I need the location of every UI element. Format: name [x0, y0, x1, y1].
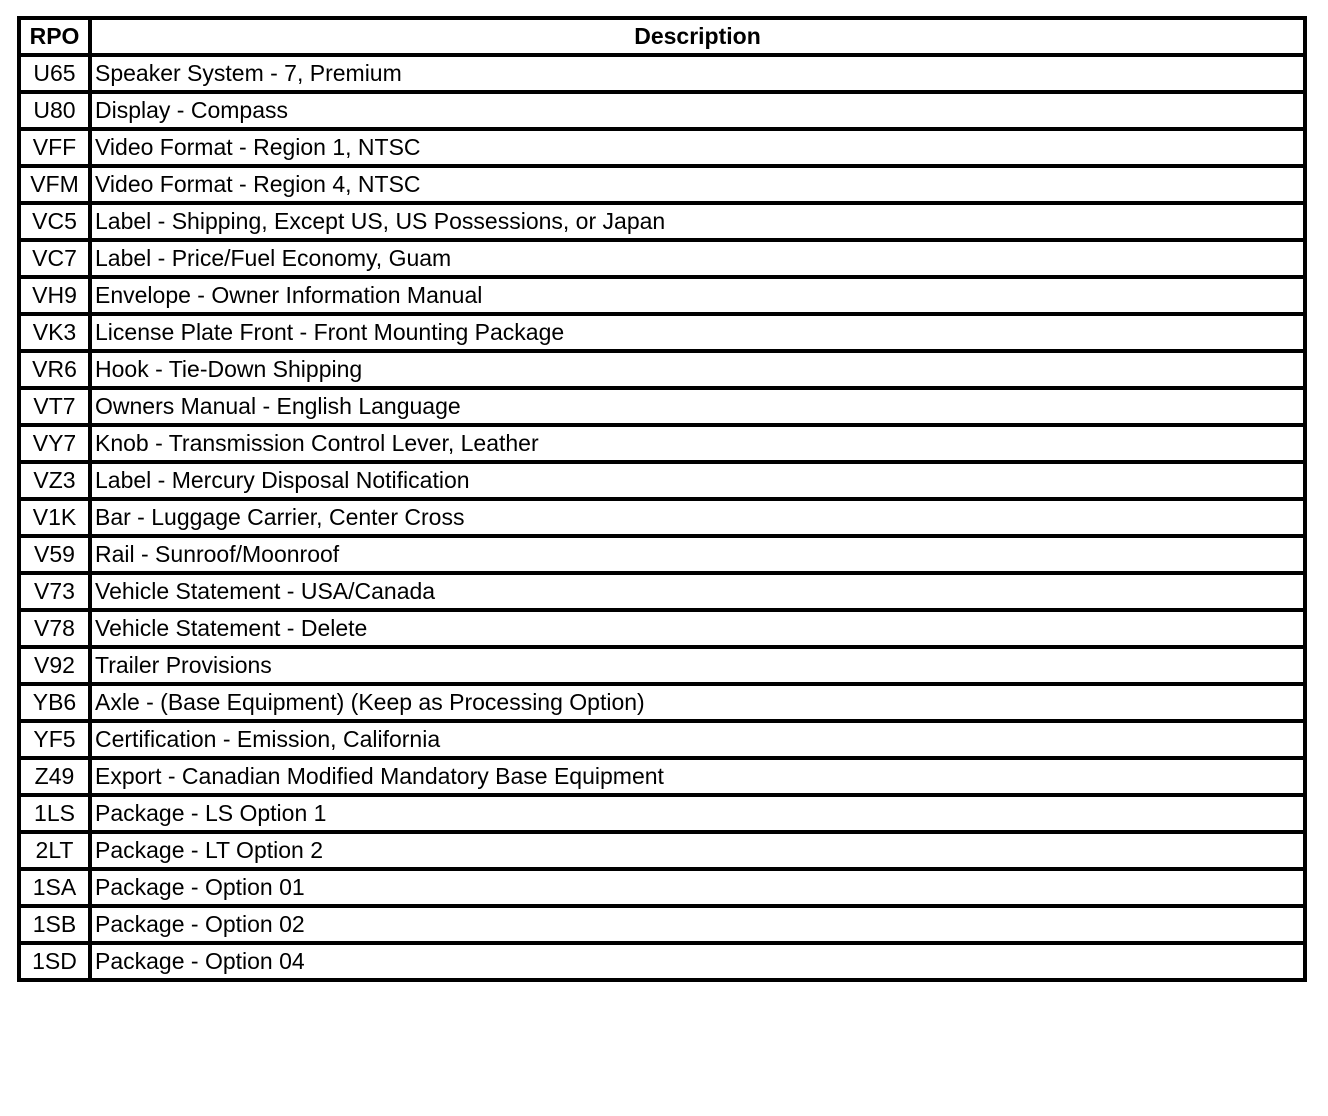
rpo-code-cell: V1K — [19, 499, 90, 536]
table-row — [19, 55, 1305, 92]
description-cell: License Plate Front - Front Mounting Package — [90, 314, 1305, 351]
description-cell: Vehicle Statement - USA/Canada — [90, 573, 1305, 610]
rpo-code-cell: V59 — [19, 536, 90, 573]
description-cell: Package - LS Option 1 — [90, 795, 1305, 832]
rpo-code-cell: 1SB — [19, 906, 90, 943]
rpo-code-cell: VC7 — [19, 240, 90, 277]
table-row — [19, 203, 1305, 240]
rpo-code-cell: 1SA — [19, 869, 90, 906]
rpo-column-header: RPO — [19, 18, 90, 55]
table-row — [19, 721, 1305, 758]
description-cell: Package - Option 01 — [90, 869, 1305, 906]
table-row — [19, 92, 1305, 129]
rpo-code-cell: 2LT — [19, 832, 90, 869]
table-row — [19, 462, 1305, 499]
table-row — [19, 425, 1305, 462]
description-cell: Video Format - Region 1, NTSC — [90, 129, 1305, 166]
rpo-code-cell: VC5 — [19, 203, 90, 240]
table-body — [19, 55, 1305, 980]
table-row — [19, 647, 1305, 684]
description-cell: Certification - Emission, California — [90, 721, 1305, 758]
rpo-code-cell: VFM — [19, 166, 90, 203]
table-row — [19, 388, 1305, 425]
rpo-code-cell: Z49 — [19, 758, 90, 795]
table-row — [19, 129, 1305, 166]
table-row — [19, 166, 1305, 203]
table-row — [19, 240, 1305, 277]
rpo-code-cell: VT7 — [19, 388, 90, 425]
description-cell: Video Format - Region 4, NTSC — [90, 166, 1305, 203]
description-cell: Package - Option 02 — [90, 906, 1305, 943]
description-cell: Trailer Provisions — [90, 647, 1305, 684]
rpo-code-cell: V92 — [19, 647, 90, 684]
table-row — [19, 869, 1305, 906]
table-header-row — [19, 18, 1305, 55]
table-row — [19, 610, 1305, 647]
description-cell: Label - Shipping, Except US, US Possessions, or Japan — [90, 203, 1305, 240]
table-row — [19, 351, 1305, 388]
rpo-code-cell: U80 — [19, 92, 90, 129]
table-row — [19, 536, 1305, 573]
table-row — [19, 943, 1305, 980]
table-row — [19, 795, 1305, 832]
description-cell: Package - LT Option 2 — [90, 832, 1305, 869]
description-column-header: Description — [90, 18, 1305, 55]
description-cell: Package - Option 04 — [90, 943, 1305, 980]
table-row — [19, 573, 1305, 610]
table-row — [19, 684, 1305, 721]
table-row — [19, 758, 1305, 795]
description-cell: Axle - (Base Equipment) (Keep as Processing Option) — [90, 684, 1305, 721]
table-row — [19, 906, 1305, 943]
description-cell: Owners Manual - English Language — [90, 388, 1305, 425]
table-row — [19, 499, 1305, 536]
rpo-code-cell: U65 — [19, 55, 90, 92]
rpo-code-cell: 1LS — [19, 795, 90, 832]
table-row — [19, 832, 1305, 869]
description-cell: Label - Price/Fuel Economy, Guam — [90, 240, 1305, 277]
rpo-code-cell: VY7 — [19, 425, 90, 462]
rpo-code-cell: 1SD — [19, 943, 90, 980]
table-row — [19, 314, 1305, 351]
description-cell: Speaker System - 7, Premium — [90, 55, 1305, 92]
rpo-code-cell: VR6 — [19, 351, 90, 388]
rpo-code-cell: VH9 — [19, 277, 90, 314]
rpo-code-cell: YF5 — [19, 721, 90, 758]
description-cell: Hook - Tie-Down Shipping — [90, 351, 1305, 388]
description-cell: Display - Compass — [90, 92, 1305, 129]
table-row — [19, 277, 1305, 314]
description-cell: Vehicle Statement - Delete — [90, 610, 1305, 647]
description-cell: Label - Mercury Disposal Notification — [90, 462, 1305, 499]
description-cell: Knob - Transmission Control Lever, Leather — [90, 425, 1305, 462]
rpo-table — [17, 16, 1307, 982]
rpo-code-cell: VFF — [19, 129, 90, 166]
rpo-code-cell: VK3 — [19, 314, 90, 351]
rpo-code-cell: YB6 — [19, 684, 90, 721]
description-cell: Bar - Luggage Carrier, Center Cross — [90, 499, 1305, 536]
rpo-code-cell: V73 — [19, 573, 90, 610]
description-cell: Export - Canadian Modified Mandatory Base Equipment — [90, 758, 1305, 795]
rpo-code-cell: VZ3 — [19, 462, 90, 499]
description-cell: Rail - Sunroof/Moonroof — [90, 536, 1305, 573]
rpo-code-cell: V78 — [19, 610, 90, 647]
description-cell: Envelope - Owner Information Manual — [90, 277, 1305, 314]
